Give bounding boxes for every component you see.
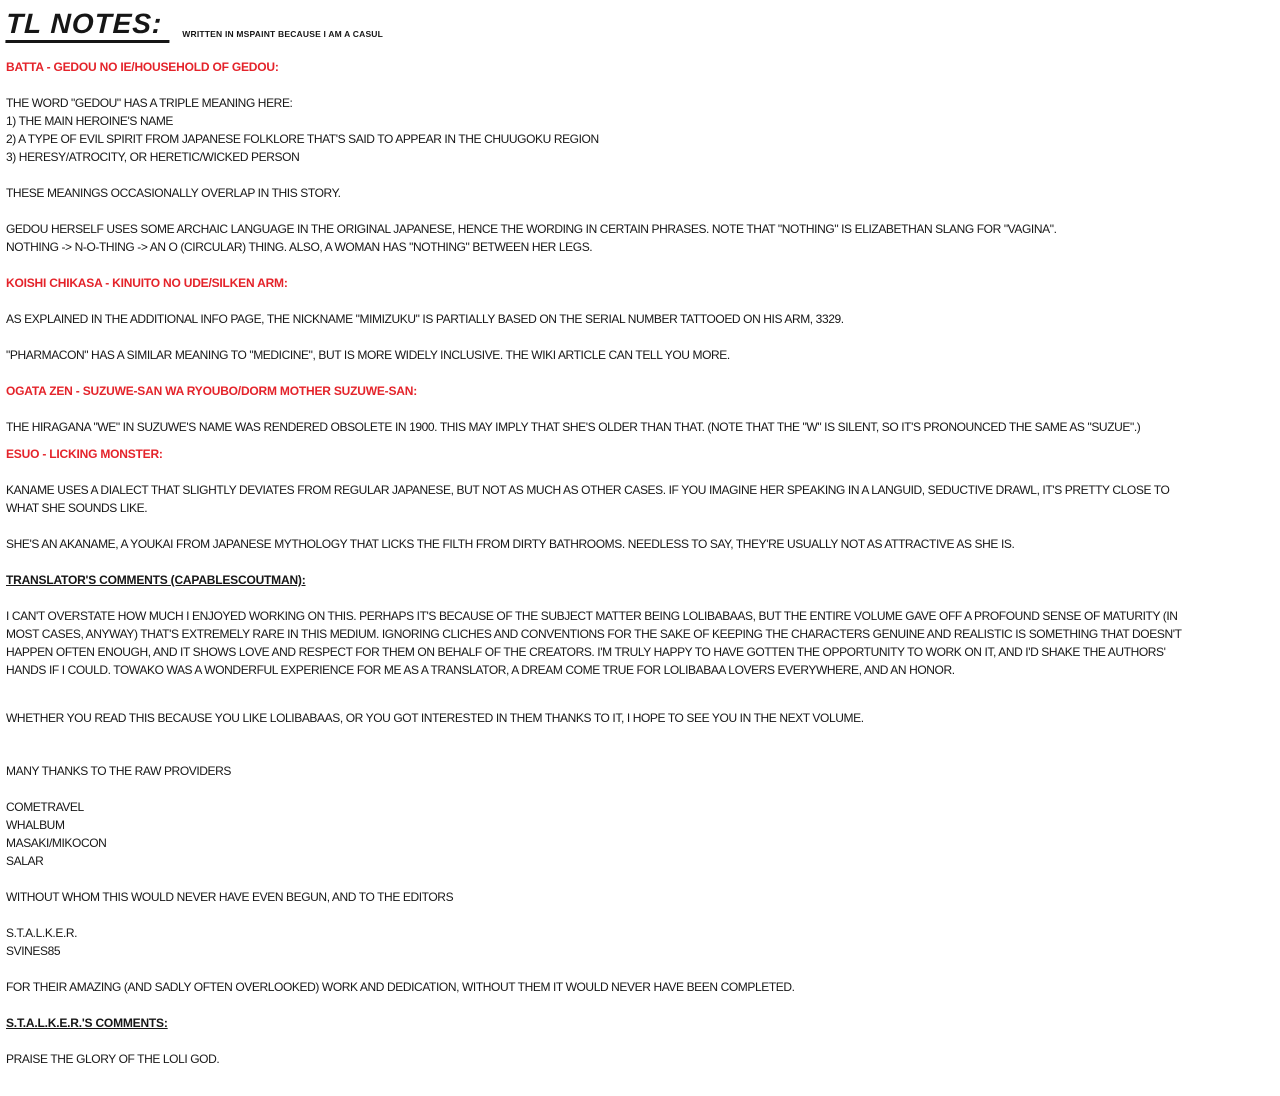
section-heading-text: KOISHI CHIKASA - KINUITO NO UDE/SILKEN ARM: xyxy=(6,276,288,290)
editors-intro-paragraph xyxy=(6,888,1276,906)
paragraph-line: THESE MEANINGS OCCASIONALLY OVERLAP IN THIS STORY. xyxy=(6,186,341,200)
paragraph-line: 1) THE MAIN HEROINE'S NAME xyxy=(6,114,174,128)
list-item: SALAR xyxy=(6,854,44,868)
paragraph-line: WITHOUT WHOM THIS WOULD NEVER HAVE EVEN BEGUN, AND TO THE EDITORS xyxy=(6,890,454,904)
list-item: S.T.A.L.K.E.R. xyxy=(6,926,78,940)
esuo-dialect-paragraph xyxy=(6,481,1276,517)
section-heading-text: BATTA - GEDOU NO IE/HOUSEHOLD OF GEDOU: xyxy=(6,60,279,74)
paragraph-line: NOTHING -> N-O-THING -> AN O (CIRCULAR) THING. ALSO, A WOMAN HAS "NOTHING" BETWEEN HER LEGS. xyxy=(6,240,593,254)
ogata-hiragana-paragraph xyxy=(6,418,1276,436)
stalker-comment-paragraph xyxy=(6,1050,1276,1068)
page-title: TL NOTES: xyxy=(5,8,170,43)
paragraph-line: HANDS IF I COULD. TOWAKO WAS A WONDERFUL EXPERIENCE FOR ME AS A TRANSLATOR, A DREAM COME TRUE FOR LOLIBABAA LOVERS EVERYWHERE, AND AN HONOR. xyxy=(6,663,955,677)
raw-providers-list xyxy=(6,798,1276,870)
translator-comments-heading xyxy=(6,571,1276,589)
paragraph-line: THE WORD "GEDOU" HAS A TRIPLE MEANING HERE: xyxy=(6,96,293,110)
section-heading-ogata xyxy=(6,382,1276,400)
paragraph-line: 2) A TYPE OF EVIL SPIRIT FROM JAPANESE FOLKLORE THAT'S SAID TO APPEAR IN THE CHUUGOKU REGION xyxy=(6,132,599,146)
list-item: WHALBUM xyxy=(6,818,65,832)
section-heading-text: OGATA ZEN - SUZUWE-SAN WA RYOUBO/DORM MOTHER SUZUWE-SAN: xyxy=(6,384,417,398)
section-heading-gedou xyxy=(6,58,1276,76)
paragraph-line: AS EXPLAINED IN THE ADDITIONAL INFO PAGE, THE NICKNAME "MIMIZUKU" IS PARTIALLY BASED ON THE SERIAL NUMBER TATTOOED ON HIS ARM, 3329. xyxy=(6,312,844,326)
editors-outro-paragraph xyxy=(6,978,1276,996)
gedou-overlap-paragraph xyxy=(6,184,1276,202)
paragraph-line: PRAISE THE GLORY OF THE LOLI GOD. xyxy=(6,1052,220,1066)
paragraph-line: KANAME USES A DIALECT THAT SLIGHTLY DEVIATES FROM REGULAR JAPANESE, BUT NOT AS MUCH AS OTHER CASES. IF YOU IMAGINE HER SPEAKING IN A LANGUID, SEDUCTIVE DRAWL, IT'S PRETTY CLOSE TO xyxy=(6,483,1170,497)
gedou-meanings-paragraph xyxy=(6,94,1276,166)
translator-closing-paragraph xyxy=(6,709,1276,727)
gedou-archaic-paragraph xyxy=(6,220,1276,256)
paragraph-line: SHE'S AN AKANAME, A YOUKAI FROM JAPANESE MYTHOLOGY THAT LICKS THE FILTH FROM DIRTY BATHROOMS. NEEDLESS TO SAY, THEY'RE USUALLY NOT AS ATTRACTIVE AS SHE IS. xyxy=(6,537,1015,551)
paragraph-line: GEDOU HERSELF USES SOME ARCHAIC LANGUAGE IN THE ORIGINAL JAPANESE, HENCE THE WORDING IN CERTAIN PHRASES. NOTE THAT "NOTHING" IS ELIZABETHAN SLANG FOR "VAGINA". xyxy=(6,222,1057,236)
section-heading-text: TRANSLATOR'S COMMENTS (CAPABLESCOUTMAN): xyxy=(6,573,306,587)
paragraph-line: "PHARMACON" HAS A SIMILAR MEANING TO "MEDICINE", BUT IS MORE WIDELY INCLUSIVE. THE WIKI ARTICLE CAN TELL YOU MORE. xyxy=(6,348,730,362)
page-title-note: WRITTEN IN MSPAINT BECAUSE I AM A CASUL xyxy=(182,29,384,39)
paragraph-line: MANY THANKS TO THE RAW PROVIDERS xyxy=(6,764,232,778)
section-heading-esuo xyxy=(6,445,1276,463)
paragraph-line: MOST CASES, ANYWAY) THAT'S EXTREMELY RARE IN THIS MEDIUM. IGNORING CLICHES AND CONVENTIONS FOR THE SAKE OF KEEPING THE CHARACTERS GENUINE AND REALISTIC IS SOMETHING THAT DOESN'T xyxy=(6,627,1182,641)
list-item: SVINES85 xyxy=(6,944,61,958)
raw-providers-intro xyxy=(6,762,1276,780)
list-item: COMETRAVEL xyxy=(6,800,84,814)
translator-comments-paragraph xyxy=(6,607,1276,679)
paragraph-line: HAPPEN OFTEN ENOUGH, AND IT SHOWS LOVE AND RESPECT FOR THEM ON BEHALF OF THE CREATORS. I'M TRULY HAPPY TO HAVE GOTTEN THE OPPORTUNITY TO WORK ON IT, AND I'D SHAKE THE AUTHORS' xyxy=(6,645,1166,659)
section-heading-text: ESUO - LICKING MONSTER: xyxy=(6,447,163,461)
paragraph-line: WHAT SHE SOUNDS LIKE. xyxy=(6,501,148,515)
paragraph-line: WHETHER YOU READ THIS BECAUSE YOU LIKE LOLIBABAAS, OR YOU GOT INTERESTED IN THEM THANKS TO IT, I HOPE TO SEE YOU IN THE NEXT VOLUME. xyxy=(6,711,864,725)
paragraph-line: THE HIRAGANA "WE" IN SUZUWE'S NAME WAS RENDERED OBSOLETE IN 1900. THIS MAY IMPLY THAT SHE'S OLDER THAN THAT. (NOTE THAT THE "W" IS SILENT, SO IT'S PRONOUNCED THE SAME AS "SUZUE".) xyxy=(6,420,1141,434)
koishi-pharmacon-paragraph xyxy=(6,346,1276,364)
title-row xyxy=(6,8,1276,43)
list-item: MASAKI/MIKOCON xyxy=(6,836,107,850)
paragraph-line: I CAN'T OVERSTATE HOW MUCH I ENJOYED WORKING ON THIS. PERHAPS IT'S BECAUSE OF THE SUBJECT MATTER BEING LOLIBABAAS, BUT THE ENTIRE VOLUME GAVE OFF A PROFOUND SENSE OF MATURITY (IN xyxy=(6,609,1178,623)
section-heading-text: S.T.A.L.K.E.R.'S COMMENTS: xyxy=(6,1016,168,1030)
editors-list xyxy=(6,924,1276,960)
koishi-mimizuku-paragraph xyxy=(6,310,1276,328)
esuo-akaname-paragraph xyxy=(6,535,1276,553)
paragraph-line: FOR THEIR AMAZING (AND SADLY OFTEN OVERLOOKED) WORK AND DEDICATION, WITHOUT THEM IT WOULD NEVER HAVE BEEN COMPLETED. xyxy=(6,980,795,994)
section-heading-koishi xyxy=(6,274,1276,292)
stalker-comments-heading xyxy=(6,1014,1276,1032)
paragraph-line: 3) HERESY/ATROCITY, OR HERETIC/WICKED PERSON xyxy=(6,150,300,164)
